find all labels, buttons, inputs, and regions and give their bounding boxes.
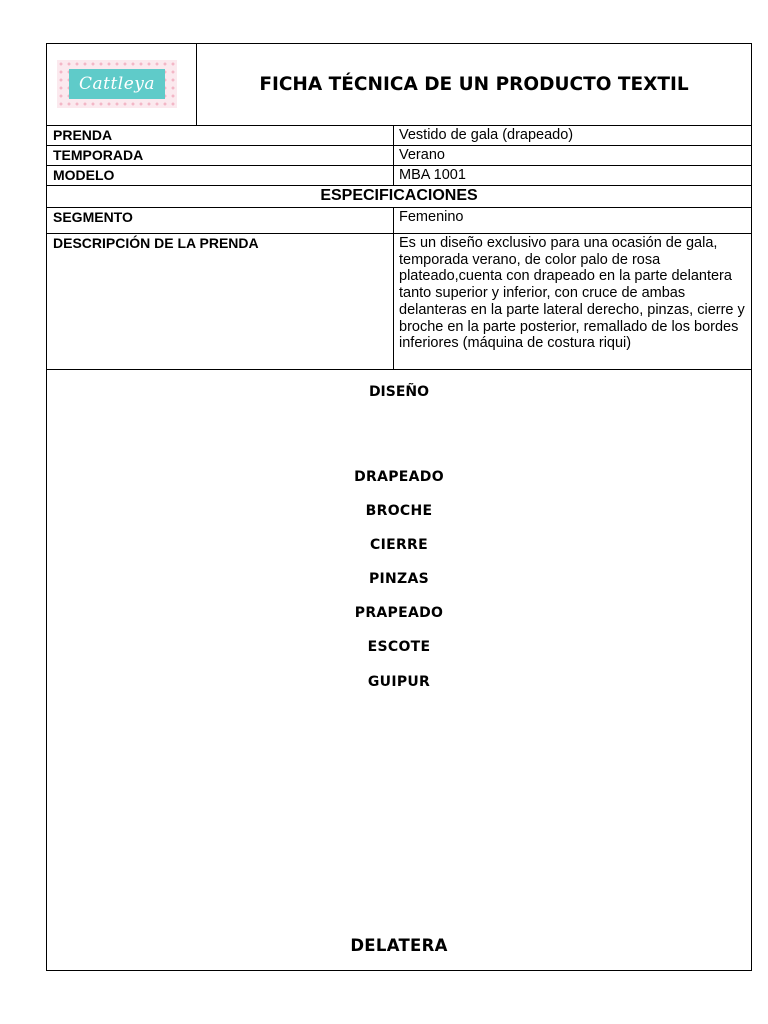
design-label-guipur: GUIPUR (367, 674, 431, 690)
row-label: DESCRIPCIÓN DE LA PRENDA (47, 234, 394, 369)
design-title: DISEÑO (368, 384, 430, 400)
row-label: PRENDA (47, 126, 394, 145)
design-label-escote: ESCOTE (367, 639, 431, 655)
logo-text: Cattleya (78, 74, 156, 94)
design-label-drapeado: DRAPEADO (354, 469, 444, 485)
design-section (47, 370, 751, 970)
row-value: MBA 1001 (399, 167, 466, 183)
row-label: TEMPORADA (47, 146, 394, 165)
row-prenda (47, 126, 751, 146)
document-title: FICHA TÉCNICA DE UN PRODUCTO TEXTIL (259, 74, 689, 95)
header-row (47, 44, 751, 126)
description-text: Es un diseño exclusivo para una ocasión de gala, temporada verano, de color palo de rosa plateado,cuenta con drapeado en la parte delantera tanto superior y inferior, con cruce de ambas delanteras en la parte lateral derecho, pinzas, cierre y broche en la parte posterior, remallado de los bordes inferiores (máquina de costura riqui) (399, 235, 745, 352)
brand-logo (57, 60, 177, 108)
row-segmento (47, 208, 751, 234)
specifications-heading: ESPECIFICACIONES (47, 186, 751, 208)
row-label: SEGMENTO (47, 208, 394, 233)
technical-sheet (46, 43, 752, 971)
row-value: Verano (399, 147, 445, 163)
row-value: Femenino (399, 209, 464, 225)
row-label: MODELO (47, 166, 394, 185)
row-value: Vestido de gala (drapeado) (399, 127, 574, 143)
logo-banner (69, 69, 165, 99)
design-label-prapeado: PRAPEADO (354, 605, 444, 621)
design-view-label: DELATERA (350, 936, 448, 955)
row-descripcion (47, 234, 751, 370)
design-label-broche: BROCHE (365, 503, 433, 519)
row-modelo (47, 166, 751, 186)
logo-cell (47, 44, 197, 125)
design-label-pinzas: PINZAS (368, 571, 430, 587)
design-label-cierre: CIERRE (370, 537, 428, 553)
row-temporada (47, 146, 751, 166)
